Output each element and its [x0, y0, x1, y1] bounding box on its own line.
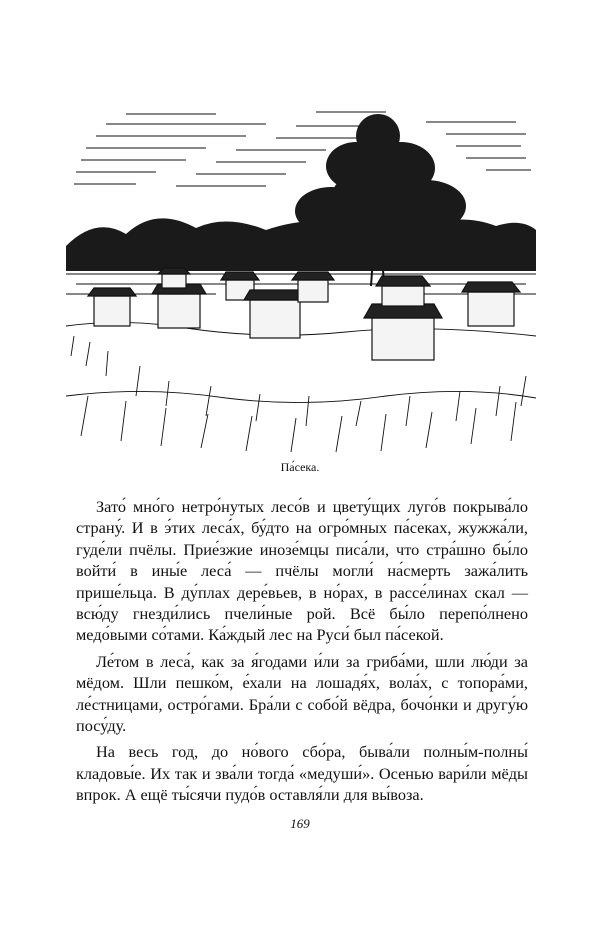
- hive: [292, 272, 334, 302]
- paragraph: Ле́том в леса́, как за я́годами и́ли за гриба́ми, шли лю́ди за мёдом. Шли пешко́м, е́хали на лошадя́х, вола́х, с топора́ми, ле́стницами, остро́гами. Бра́ли с собо́й вёдра, бочо́нки и другу́ю посу́ду.: [76, 651, 528, 736]
- beehives: [88, 268, 520, 360]
- forest-band: [66, 216, 536, 271]
- hive: [376, 276, 430, 306]
- hive: [364, 304, 442, 360]
- apiary-illustration: [66, 96, 536, 456]
- sky-hatching: [74, 112, 531, 186]
- hive: [462, 282, 520, 326]
- hive: [152, 284, 206, 328]
- paragraph: Зато́ мно́го нетро́нутых лесо́в и цвету́щих луго́в покрыва́ло страну́. И в э́тих леса́х, бу́дто на огро́мных па́секах, жужжа́ли, гуде́ли пчёлы. Прие́зжие инозе́мцы писа́ли, что стра́шно бы́ло войти́ в ины́е леса́ — пчёлы могли́ на́смерть зажа́лить прише́льца. В ду́плах дере́вьев, в но́рах, в рассе́линах скал — всю́ду гнезди́лись пчели́ные рой. Всё бы́ло перепо́лнено медо́выми со́тами. Ка́ждый лес на Руси́ был па́секой.: [76, 497, 528, 645]
- page-number: 169: [290, 816, 310, 831]
- body-text: [76, 496, 528, 811]
- hive: [158, 268, 190, 288]
- figure-caption: Па́сека.: [280, 460, 320, 474]
- hive: [88, 288, 136, 326]
- paragraph: На весь год, до но́вого сбо́ра, быва́ли полны́м-полны́ кладовы́е. Их так и зва́ли тогда́ «медуши́». Осенью вари́ли мёды впрок. А ещё ты́сячи пудо́в оставля́ли для вы́воза.: [76, 742, 528, 805]
- hive: [244, 290, 306, 338]
